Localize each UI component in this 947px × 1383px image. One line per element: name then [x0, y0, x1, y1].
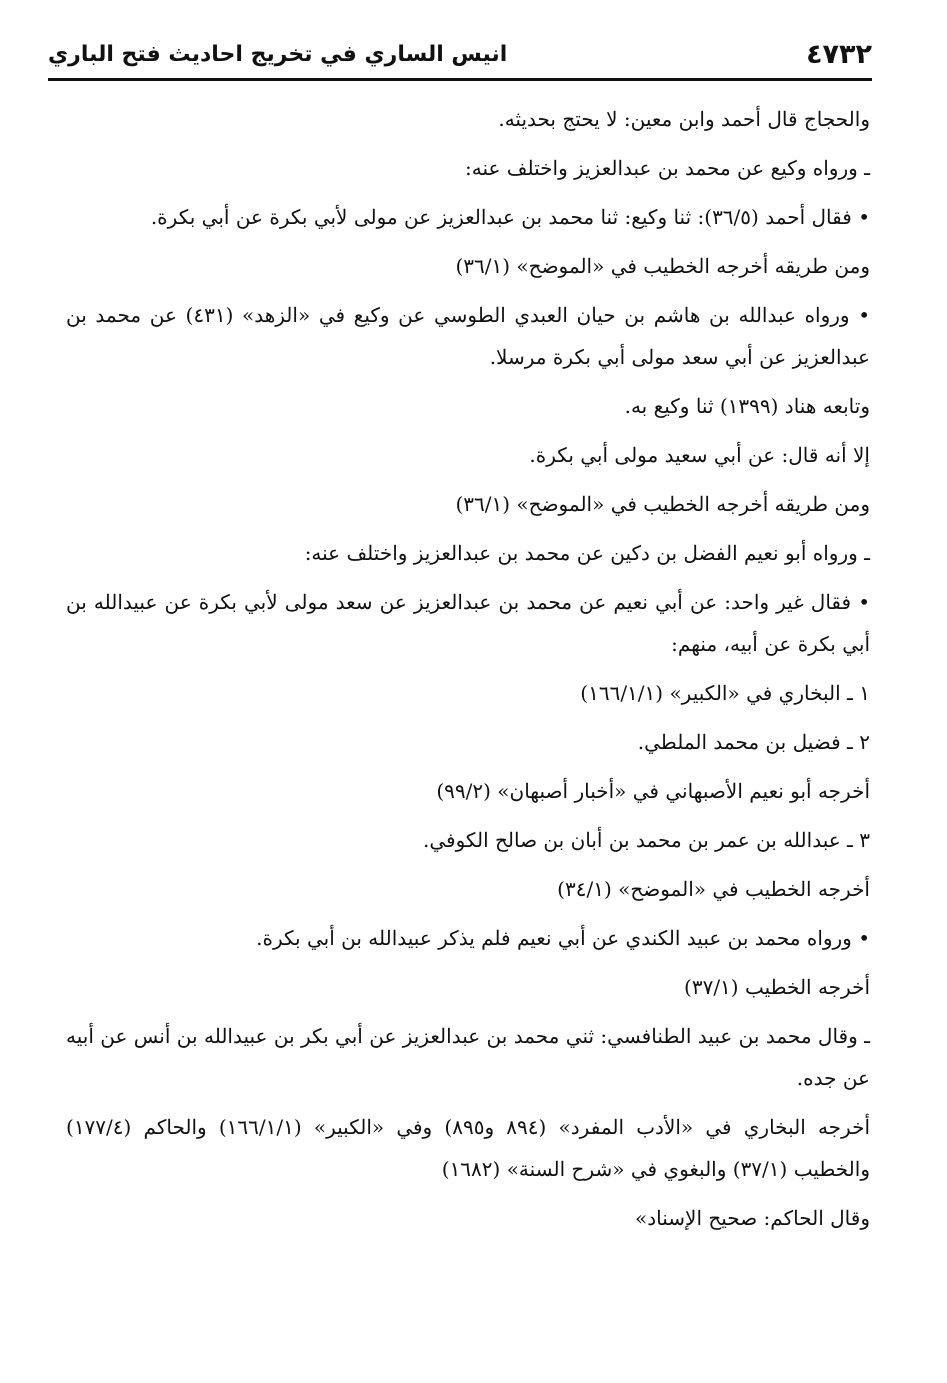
paragraph: ـ وقال محمد بن عبيد الطنافسي: ثني محمد بن عبدالعزيز عن أبي بكر بن عبيدالله بن أنس عن أبيه عن جده.: [66, 1024, 871, 1090]
paragraph: والحجاج قال أحمد وابن معين: لا يحتج بحديثه.: [498, 107, 870, 131]
paragraph: • ورواه محمد بن عبيد الكندي عن أبي نعيم فلم يذكر عبيدالله بن أبي بكرة.: [256, 926, 870, 950]
paragraph: • ورواه عبدالله بن هاشم بن حيان العبدي الطوسي عن وكيع في «الزهد» (٤٣١) عن محمد بن عبدالعزيز عن أبي سعد مولى أبي بكرة مرسلا.: [66, 303, 870, 369]
paragraph: أخرجه الخطيب (٣٧/١): [684, 975, 870, 999]
running-title: انيس الساري في تخريج احاديث فتح الباري: [48, 41, 508, 67]
paragraph: • فقال غير واحد: عن أبي نعيم عن محمد بن عبدالعزيز عن سعد مولى لأبي بكرة عن عبيدالله بن أبي بكرة عن أبيه، منهم:: [66, 590, 870, 656]
paragraph: ـ ورواه وكيع عن محمد بن عبدالعزيز واختلف عنه:: [465, 156, 870, 180]
paragraph: ومن طريقه أخرجه الخطيب في «الموضح» (٣٦/١): [455, 254, 870, 278]
paragraph: أخرجه البخاري في «الأدب المفرد» (٨٩٤ و٨٩٥) وفي «الكبير» (١٦٦/١/١) والحاكم (١٧٧/٤) والخطيب (٣٧/١) والبغوي في «شرح السنة» (١٦٨٢): [66, 1115, 871, 1181]
page-body: [66, 98, 878, 1246]
list-item: ٢ ـ فضيل بن محمد الملطي.: [637, 730, 870, 754]
paragraph: إلا أنه قال: عن أبي سعيد مولى أبي بكرة.: [529, 443, 870, 467]
paragraph: أخرجه أبو نعيم الأصبهاني في «أخبار أصبهان» (٩٩/٢): [436, 779, 870, 803]
list-item: ١ ـ البخاري في «الكبير» (١٦٦/١/١): [580, 681, 870, 705]
list-item: ٣ ـ عبدالله بن عمر بن محمد بن أبان بن صالح الكوفي.: [423, 828, 870, 852]
paragraph: وتابعه هناد (١٣٩٩) ثنا وكيع به.: [624, 394, 870, 418]
paragraph: • فقال أحمد (٣٦/٥): ثنا وكيع: ثنا محمد بن عبدالعزيز عن مولى لأبي بكرة عن أبي بكرة.: [150, 205, 870, 229]
paragraph: ومن طريقه أخرجه الخطيب في «الموضح» (٣٦/١): [455, 492, 870, 516]
paragraph: وقال الحاكم: صحيح الإسناد»: [635, 1206, 870, 1230]
page-number: ٤٧٣٢: [806, 38, 872, 70]
paragraph: أخرجه الخطيب في «الموضح» (٣٤/١): [557, 877, 870, 901]
page-header: [48, 30, 872, 81]
paragraph: ـ ورواه أبو نعيم الفضل بن دكين عن محمد بن عبدالعزيز واختلف عنه:: [304, 541, 870, 565]
